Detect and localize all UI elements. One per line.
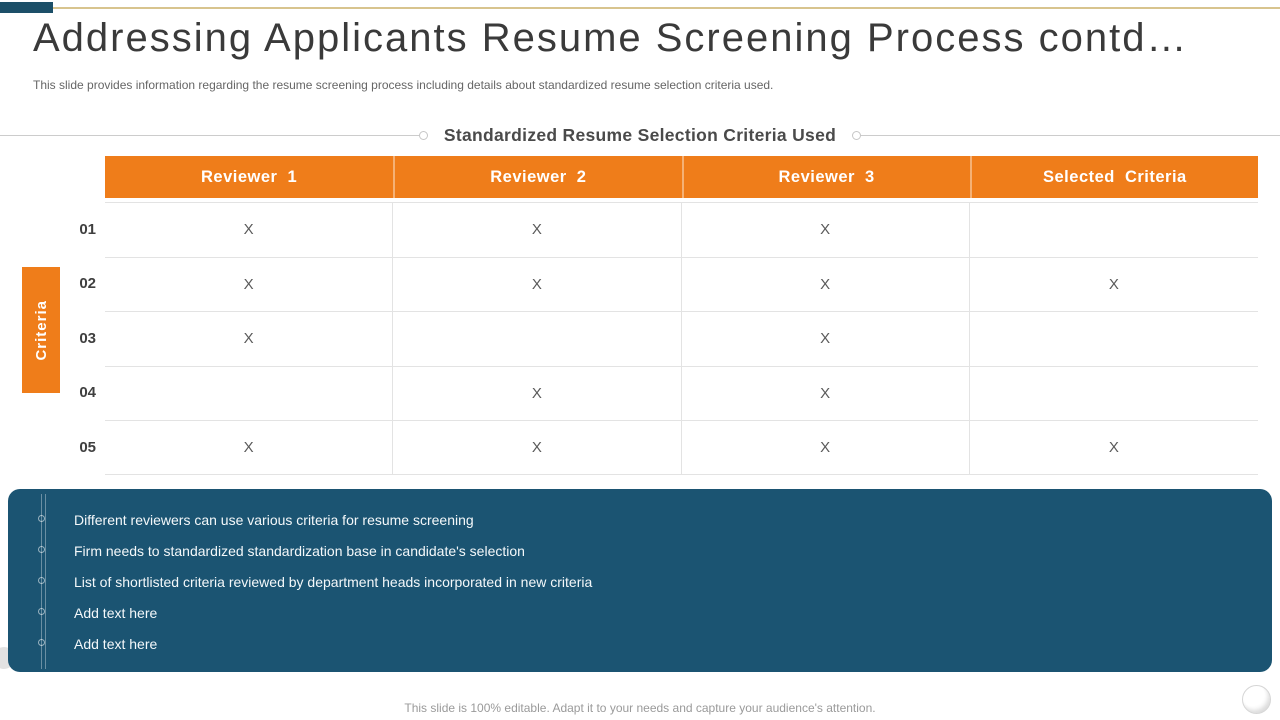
note-bullet-icon <box>38 577 45 584</box>
divider-circle-left-icon <box>419 131 428 140</box>
top-accent-bar <box>0 2 53 13</box>
row-label: 01 <box>79 220 96 238</box>
table-cell: X <box>970 257 1258 312</box>
table-cell: X <box>682 366 970 421</box>
table-cell <box>970 311 1258 366</box>
table-cell: X <box>393 420 681 475</box>
section-divider <box>0 125 1280 145</box>
table-cell: X <box>682 202 970 257</box>
table-cell: X <box>393 202 681 257</box>
row-label: 02 <box>79 275 96 293</box>
page-title: Addressing Applicants Resume Screening Process contd… <box>33 16 1189 60</box>
corner-ball-right-icon <box>1242 685 1271 714</box>
table-cell <box>393 311 681 366</box>
notes-panel <box>8 489 1272 672</box>
table-cell: X <box>682 311 970 366</box>
slide-subtitle: This slide provides information regarding the resume screening process including details about standardized resume selection criteria used. <box>33 78 774 92</box>
note-bullet-icon <box>38 515 45 522</box>
divider-circle-right-icon <box>852 131 861 140</box>
table-cell <box>105 366 393 421</box>
note-item <box>8 597 1262 628</box>
table-column-header: Reviewer 2 <box>393 156 681 198</box>
table-header-row <box>105 156 1258 198</box>
table-column-header: Reviewer 3 <box>682 156 970 198</box>
table-cell: X <box>105 202 393 257</box>
table-column-header: Selected Criteria <box>970 156 1258 198</box>
note-text: List of shortlisted criteria reviewed by department heads incorporated in new criteria <box>74 573 593 590</box>
table-cell: X <box>105 311 393 366</box>
note-text: Firm needs to standardized standardization base in candidate's selection <box>74 542 525 559</box>
section-title: Standardized Resume Selection Criteria Used <box>443 124 837 145</box>
table-cell: X <box>682 420 970 475</box>
criteria-side-label-text: Criteria <box>32 299 50 361</box>
note-text: Add text here <box>74 635 158 652</box>
table-cell: X <box>393 257 681 312</box>
criteria-table <box>105 156 1258 475</box>
table-row-labels <box>60 202 96 475</box>
table-cell: X <box>682 257 970 312</box>
note-item <box>8 566 1262 597</box>
note-bullet-icon <box>38 608 45 615</box>
row-label: 03 <box>79 329 96 347</box>
notes-list <box>8 504 1262 659</box>
divider-line-right <box>861 135 1280 136</box>
note-item <box>8 504 1262 535</box>
footer-note: This slide is 100% editable. Adapt it to your needs and capture your audience's attention. <box>404 701 876 715</box>
table-cell: X <box>105 257 393 312</box>
table-cell <box>970 366 1258 421</box>
table-cell <box>970 202 1258 257</box>
divider-line-left <box>0 135 419 136</box>
criteria-side-label <box>22 267 60 393</box>
row-label: 04 <box>79 384 96 402</box>
table-cell: X <box>105 420 393 475</box>
row-label: 05 <box>79 438 96 456</box>
note-text: Add text here <box>74 604 158 621</box>
note-item <box>8 628 1262 659</box>
table-cell: X <box>970 420 1258 475</box>
table-column-header: Reviewer 1 <box>201 167 298 186</box>
top-accent-line <box>0 7 1280 9</box>
table-body <box>105 202 1258 475</box>
note-bullet-icon <box>38 546 45 553</box>
note-text: Different reviewers can use various criteria for resume screening <box>74 511 474 528</box>
note-item <box>8 535 1262 566</box>
table-cell: X <box>393 366 681 421</box>
note-bullet-icon <box>38 639 45 646</box>
